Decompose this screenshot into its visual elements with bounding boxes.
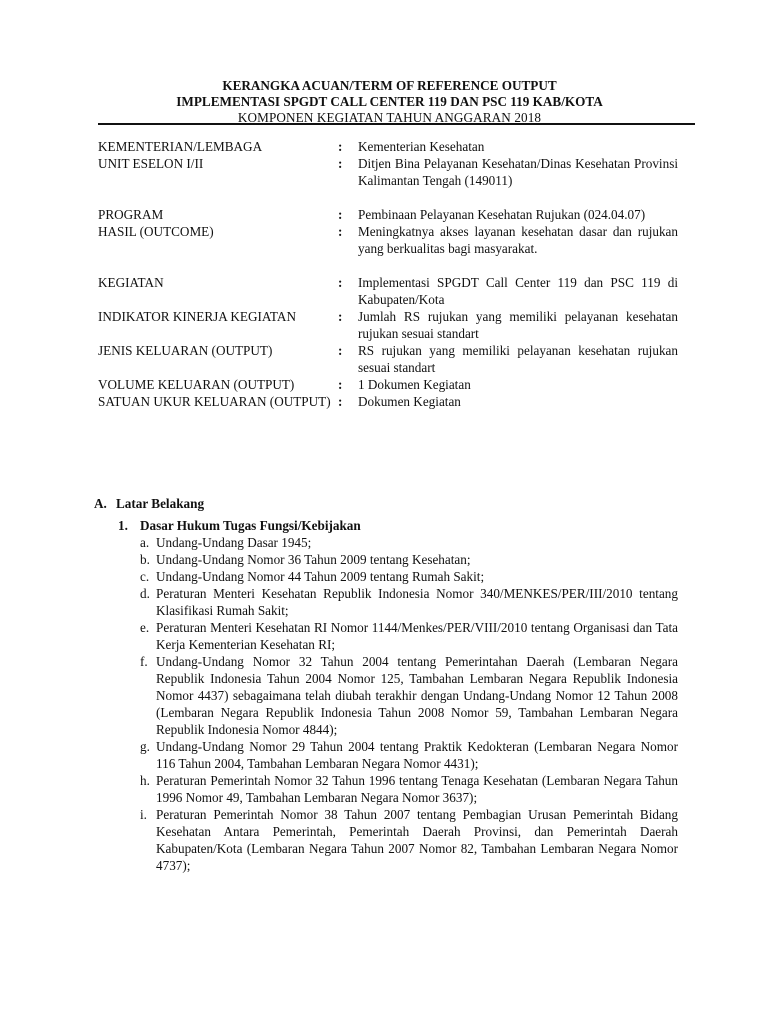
meta-colon: : [338,224,343,239]
meta-label: UNIT ESELON I/II [98,156,204,171]
list-item-letter: d. [140,586,150,601]
meta-colon: : [338,343,343,358]
meta-label: KEGIATAN [98,275,164,290]
document-title [98,78,681,126]
list-item-text: Undang-Undang Dasar 1945; [156,535,312,550]
meta-label: JENIS KELUARAN (OUTPUT) [98,343,273,358]
meta-row-kementerian [98,138,678,155]
section-title: Latar Belakang [116,496,205,511]
list-item [140,772,678,806]
meta-value: Jumlah RS rujukan yang memiliki pelayanan kesehatan rujukan sesuai standart [358,309,678,341]
list-item [140,806,678,874]
list-item [140,738,678,772]
section-letter: A. [94,496,107,511]
list-item [140,534,678,551]
legal-basis-list [94,534,678,874]
meta-label: VOLUME KELUARAN (OUTPUT) [98,377,295,392]
title-divider [98,123,695,125]
list-item [140,568,678,585]
title-line-2: IMPLEMENTASI SPGDT CALL CENTER 119 DAN PSC 119 KAB/KOTA [176,94,603,109]
meta-row-program [98,206,678,223]
meta-label: PROGRAM [98,207,164,222]
list-item-text: Undang-Undang Nomor 36 Tahun 2009 tentang Kesehatan; [156,552,471,567]
meta-row-indikator [98,308,678,342]
title-line-3: KOMPONEN KEGIATAN TAHUN ANGGARAN 2018 [237,110,542,125]
list-item-text: Undang-Undang Nomor 29 Tahun 2004 tentang Praktik Kedokteran (Lembaran Negara Nomor 116 Tahun 2004, Tambahan Lembaran Negara Nomor 4431); [156,739,678,771]
meta-value: Ditjen Bina Pelayanan Kesehatan/Dinas Kesehatan Provinsi Kalimantan Tengah (149011) [358,156,678,188]
meta-row-satuan-ukur [98,393,678,410]
meta-value: Kementerian Kesehatan [358,139,485,154]
list-item-text: Undang-Undang Nomor 32 Tahun 2004 tentang Pemerintahan Daerah (Lembaran Negara Republik Indonesia Tahun 2004 Nomor 125, Tambahan Lembaran Negara Republik Indonesia Nomor 4437) sebagaimana telah diubah terakhir dengan Undang-Undang Nomor 12 Tahun 2008 (Lembaran Negara Republik Indonesia Tahun 2008 Nomor 59, Tambahan Lembaran Negara Republik Indonesia Nomor 4844); [156,654,678,737]
list-item-letter: b. [140,552,150,567]
meta-label: SATUAN UKUR KELUARAN (OUTPUT) [98,394,331,409]
meta-colon: : [338,309,343,324]
subsection-heading [94,517,678,534]
list-item-letter: i. [140,807,147,822]
meta-row-volume-keluaran [98,376,678,393]
meta-colon: : [338,207,343,222]
meta-colon: : [338,275,343,290]
meta-colon: : [338,156,343,171]
list-item [140,619,678,653]
meta-label: HASIL (OUTCOME) [98,224,214,239]
list-item-letter: h. [140,773,150,788]
list-item-text: Peraturan Pemerintah Nomor 38 Tahun 2007 tentang Pembagian Urusan Pemerintah Bidang Kesehatan Antara Pemerintah, Pemerintah Daerah Provinsi, dan Pemerintah Daerah Kabupaten/Kota (Lembaran Negara Tahun 2007 Nomor 82, Tambahan Lembaran Negara Nomor 4737); [156,807,678,873]
spacer [98,189,678,206]
list-item-letter: e. [140,620,150,635]
list-item-text: Peraturan Menteri Kesehatan RI Nomor 1144/Menkes/PER/VIII/2010 tentang Organisasi dan Tata Kerja Kementerian Kesehatan RI; [156,620,678,652]
list-item-letter: a. [140,535,150,550]
section-latar-belakang [94,495,678,874]
reference-metadata [98,138,678,410]
list-item-letter: f. [140,654,148,669]
subsection-title: Dasar Hukum Tugas Fungsi/Kebijakan [140,518,361,533]
list-item [140,653,678,738]
meta-value: Meningkatnya akses layanan kesehatan dasar dan rujukan yang berkualitas bagi masyarakat. [358,224,678,256]
meta-colon: : [338,377,343,392]
meta-row-jenis-keluaran [98,342,678,376]
meta-value: Dokumen Kegiatan [358,394,461,409]
meta-colon: : [338,139,343,154]
meta-value: 1 Dokumen Kegiatan [358,377,471,392]
spacer [98,257,678,274]
list-item-text: Peraturan Pemerintah Nomor 32 Tahun 1996 tentang Tenaga Kesehatan (Lembaran Negara Tahun 1996 Nomor 49, Tambahan Lembaran Negara Nomor 3637); [156,773,678,805]
meta-row-kegiatan [98,274,678,308]
list-item-text: Undang-Undang Nomor 44 Tahun 2009 tentang Rumah Sakit; [156,569,485,584]
title-line-1: KERANGKA ACUAN/TERM OF REFERENCE OUTPUT [222,78,557,93]
section-heading [94,495,678,512]
meta-value: Implementasi SPGDT Call Center 119 dan PSC 119 di Kabupaten/Kota [358,275,678,307]
list-item [140,551,678,568]
list-item [140,585,678,619]
list-item-letter: c. [140,569,150,584]
meta-colon: : [338,394,343,409]
meta-row-hasil [98,223,678,257]
meta-label: INDIKATOR KINERJA KEGIATAN [98,309,296,324]
list-item-text: Peraturan Menteri Kesehatan Republik Indonesia Nomor 340/MENKES/PER/III/2010 tentang Klasifikasi Rumah Sakit; [156,586,678,618]
meta-row-unit-eselon [98,155,678,189]
meta-value: Pembinaan Pelayanan Kesehatan Rujukan (024.04.07) [358,207,646,222]
meta-value: RS rujukan yang memiliki pelayanan kesehatan rujukan sesuai standart [358,343,678,375]
list-item-letter: g. [140,739,150,754]
meta-label: KEMENTERIAN/LEMBAGA [98,139,263,154]
subsection-number: 1. [118,518,128,533]
